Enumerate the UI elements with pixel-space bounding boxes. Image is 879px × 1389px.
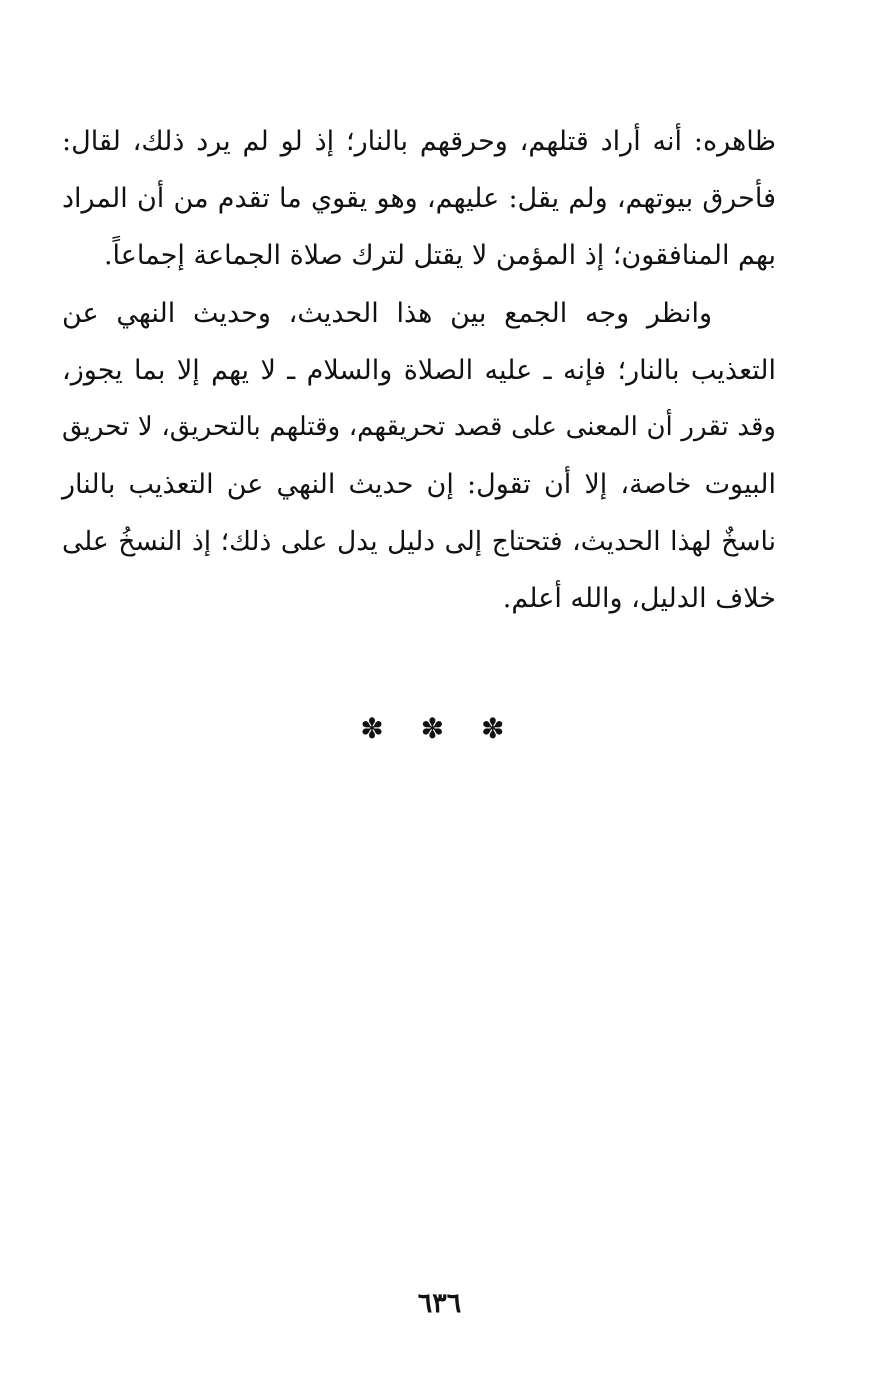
paragraph-2-line-4: البيوت خاصة، إلا أن تقول: إن حديث النهي عن التعذيب بالنار	[62, 469, 776, 500]
paragraph-1-line-3: بهم المنافقون؛ إذ المؤمن لا يقتل لترك صلاة الجماعة إجماعاً.	[103, 240, 776, 271]
paragraph-1	[62, 113, 776, 284]
paragraph-2	[62, 285, 776, 627]
paragraph-2-line-5: ناسخٌ لهذا الحديث، فتحتاج إلى دليل يدل على ذلك؛ إذ النسخُ على	[62, 526, 776, 557]
paragraph-2-line-6: خلاف الدليل، والله أعلم.	[502, 583, 776, 614]
paragraph-2-line-3: وقد تقرر أن المعنى على قصد تحريقهم، وقتلهم بالتحريق، لا تحريق	[62, 412, 776, 442]
paragraph-2-line-1: وانظر وجه الجمع بين هذا الحديث، وحديث النهي عن	[62, 298, 712, 329]
page-number: ٦٣٦	[417, 1288, 462, 1319]
section-separator: ✽ ✽ ✽	[360, 712, 519, 745]
paragraph-2-line-2: التعذيب بالنار؛ فإنه ـ عليه الصلاة والسلام ـ لا يهم إلا بما يجوز،	[62, 355, 776, 386]
paragraph-1-line-2: فأحرق بيوتهم، ولم يقل: عليهم، وهو يقوي ما تقدم من أن المراد	[62, 183, 776, 214]
paragraph-1-line-1: ظاهره: أنه أراد قتلهم، وحرقهم بالنار؛ إذ لو لم يرد ذلك، لقال:	[62, 126, 776, 157]
